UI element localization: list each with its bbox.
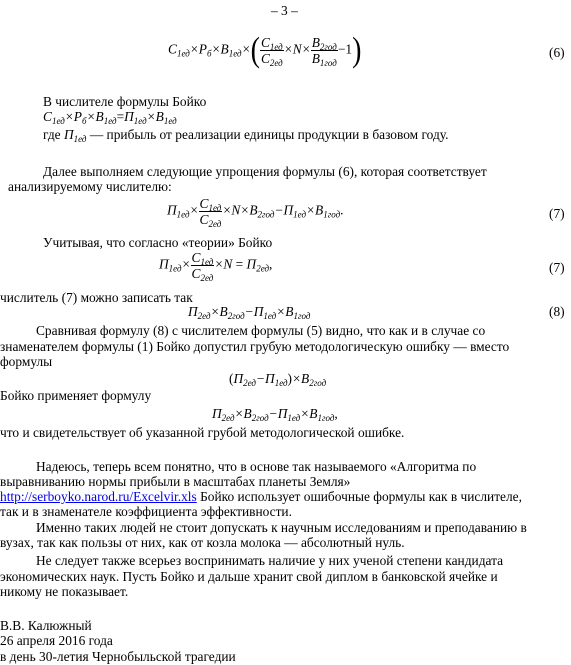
formula-7-second: $П_{1ед}\times$ $\frac{C_{1ед}}{C_{2ед}}$ $\times N = П_{2ед}$, [159,250,273,283]
formula-7-number: (7) [549,206,565,221]
paragraph-10-line1: Именно таких людей не стоит допускать к научным исследованиям и преподаванию в [36,520,527,535]
formula-correct: $(П_{2ед}-П_{1ед})\times B_{2год}$ [229,371,327,388]
formula-boyko: $П_{2ед}\times B_{2год}-П_{1ед}\times B_{1год}$, [212,406,338,423]
formula-8-number: (8) [549,304,565,319]
paragraph-5: числитель (7) можно записать так [0,290,193,305]
page-number: – 3 – [271,3,298,18]
paragraph-9-line4: так и в знаменателе коэффициента эффективности. [0,504,292,519]
paragraph-9-line1: Надеюсь, теперь всем понятно, что в основе так называемого «Алгоритма по [36,459,477,474]
formula-6-number: (6) [549,45,565,60]
paragraph-2: где $П_{1ед}$ — прибыль от реализации единицы продукции в базовом году. [43,127,449,144]
paragraph-6-line3: формулы [0,354,53,369]
paragraph-6-line1: Сравнивая формулу (8) с числителем формулы (5) видно, что как и в случае со [36,323,486,338]
paragraph-10-line2: вузах, так как пользы от них, как от козла молока — абсолютный нуль. [0,535,405,550]
formula-6: $C_{1ед}\times P_б\times B_{1ед}\times$( $\frac{C_{1ед}}{C_{2ед}}$ ×N× $\frac{B_{2год}}{B_{1год}}$ −1) [168,30,362,70]
paragraph-3-line2: анализируемому числителю: [8,179,172,194]
paragraph-9-line2: выравниванию нормы прибыли в масштабах планеты Земля» [0,474,351,489]
paragraph-1: В числителе формулы Бойко [43,94,207,109]
paragraph-9-line3: http://serboyko.narod.ru/Excelvir.xls Бойко использует ошибочные формулы как в числителе, [0,489,522,504]
signature-date: 26 апреля 2016 года [0,633,113,648]
paragraph-7: Бойко применяет формулу [0,388,152,403]
formula-numerator: $C_{1ед}\times P_б\times B_{1ед}=П_{1ед}\times B_{1ед}$ [43,109,177,126]
signature-name: В.В. Калюжный [0,618,92,633]
formula-7b-number: (7) [549,260,565,275]
paragraph-6-line2: знаменателем формулы (1) Бойко допустил грубую методологическую ошибку — вместо [0,339,510,354]
paragraph-8: что и свидетельствует об указанной грубой методологической ошибке. [0,425,405,440]
paragraph-11-line1: Не следует также всерьез воспринимать наличие у них ученой степени кандидата [36,553,504,568]
formula-8: $П_{2ед}\times B_{2год}-П_{1ед}\times B_{1год}$ [188,304,311,321]
paragraph-11-line3: никому не показывает. [0,584,129,599]
paragraph-11-line2: экономических наук. Пусть Бойко и дальше хранит свой диплом в банковской ячейке и [0,569,498,584]
paragraph-3-line1: Далее выполняем следующие упрощения формулы (6), которая соответствует [43,164,487,179]
paragraph-4: Учитывая, что согласно «теории» Бойко [43,235,273,250]
formula-7-first: $П_{1ед}\times$ $\frac{C_{1ед}}{C_{2ед}}$ $\times N\times B_{2год}-П_{1ед}\times B_{1год}$. [167,196,344,229]
excel-link[interactable]: http://serboyko.narod.ru/Excelvir.xls [0,489,197,504]
signature-note: в день 30-летия Чернобыльской трагедии [0,649,236,664]
